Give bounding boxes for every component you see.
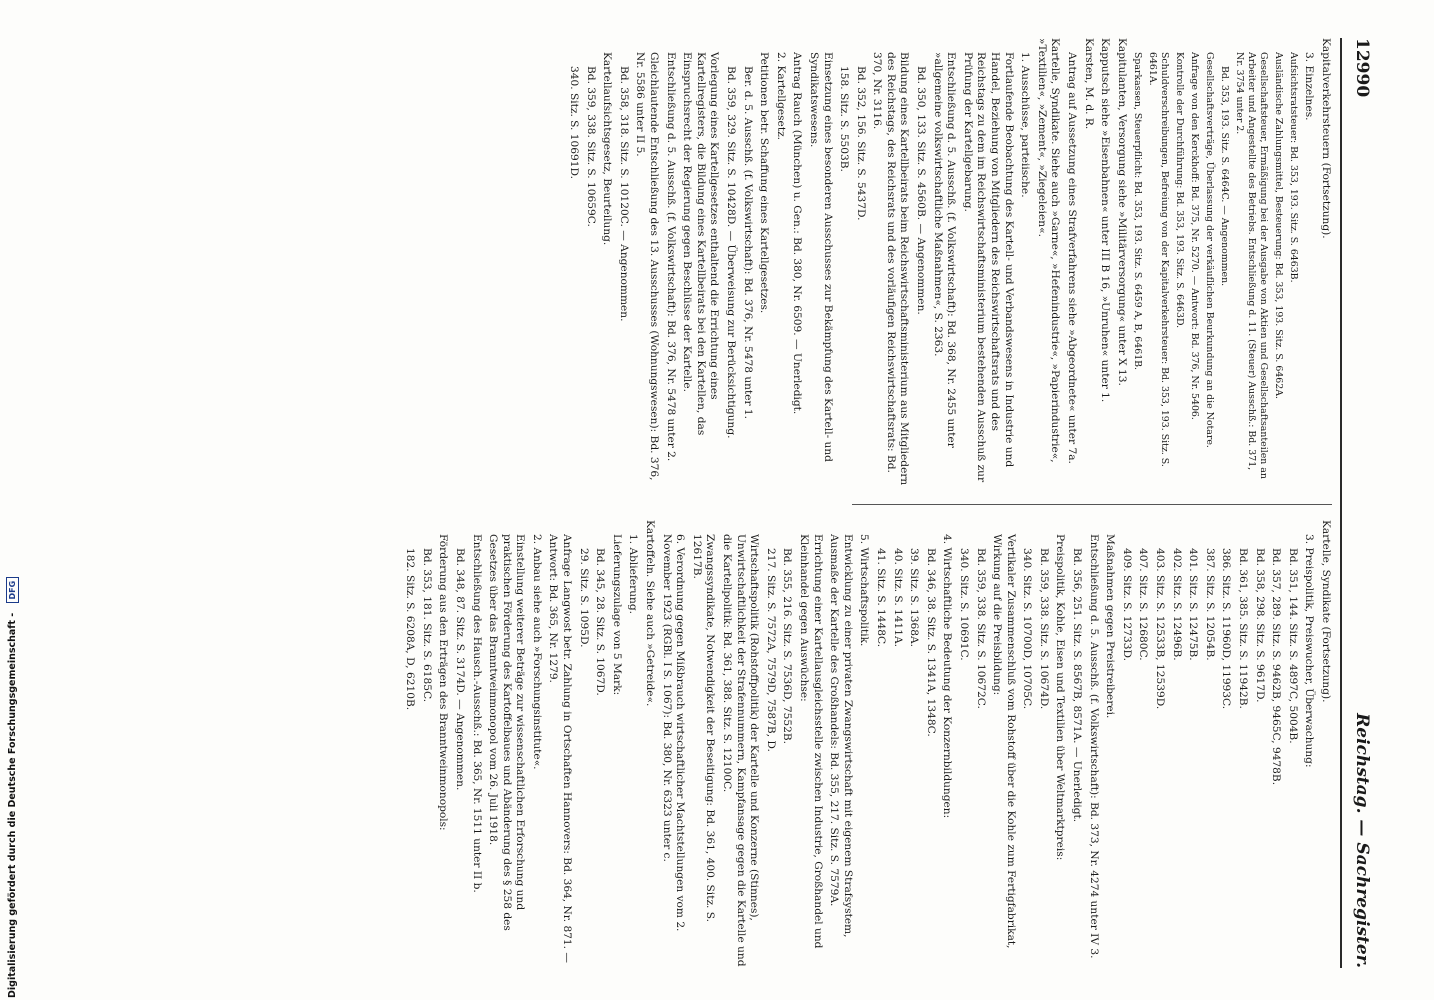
index-entry: Förderung aus den Erträgen des Branntweinmonopols: [437,534,450,831]
index-entry: Aufsichtsratsteuer: Bd. 353, 193. Sitz. S. 6463B. [1287,52,1299,283]
right-column [400,520,1332,968]
index-entry: Bd. 359, 338. Sitz. S. 10672C. [974,548,987,709]
running-title: Reichstag. — Sachregister. [1352,713,1372,968]
index-entry: Sparkassen, Steuerpflicht: Bd. 353, 193. Sitz. S. 6459 A, B, 6461B. [1131,52,1143,371]
index-entry: Entwicklung zu einer privaten Zwangswirtschaft mit eigenem Strafsystem, Ausmaße der Kartelle des Großhandels: Bd. 355, 217. Sitz. S. 7579A. [828,534,854,938]
index-entry: 403. Sitz. S. 12533B, 12539D. [1154,548,1167,710]
index-entry: 2. Kartellgesetz. [774,52,787,141]
running-head [1346,38,1372,968]
index-entry: Gesellschaftsverträge, Überlassung der verkäuflichen Beurkundung an die Notare. [1203,52,1215,448]
index-entry: Bd. 355, 216. Sitz. S. 7536D, 7552B. [781,548,794,744]
index-entry: Bd. 361, 385. Sitz. S. 11942B. [1237,548,1250,709]
index-entry: 1. Ausschüsse, parteiische. [1019,52,1032,198]
index-entry: Kapitalverkehrsteuern (Fortsetzung). [1320,38,1332,239]
index-entry: Bd. 353, 193. Sitz. S. 6464C. — Angenommen. [1218,66,1230,287]
dfg-logo: DFG [6,577,19,604]
index-entry: 3. Einzelnes. [1303,52,1316,121]
index-entry: 3. Preispolitik, Preiswucher, Überwachung: [1303,534,1316,768]
index-entry: Anfrage Langwost betr. Zahlung in Ortschaften Hannovers: Bd. 364, Nr. 871. — Antwort: Bd. 365, Nr. 1279. [547,534,574,963]
index-entry: Petitionen betr. Schaffung eines Kartellgesetzes. [758,52,771,314]
index-entry: Bd. 357, 289. Sitz. S. 9462B, 9465C, 9478B. [1270,548,1283,786]
index-entry: 182. Sitz. S. 6208A, D, 6210B. [404,548,417,711]
index-entry: Einstellung weiterer Beträge zur wissenschaftlichen Erforschung und praktischen Förderung des Kartoffelbaues und Abänderung des § 258 des Gesetzes über das Branntweinmonopol vom 26. Juli 1918. [487,534,527,931]
index-entry: Gesellschaftsteuer, Ermäßigung bei der Ausgabe von Aktien und Gesellschaftsanteilen an Arbeiter und Angestellte des Betriebs. Entschließung d. 11. (Steuer) Ausschß.: Bd. 371, Nr. 3754 unter 2. [1233,52,1269,479]
page-number: 12990 [1352,38,1372,98]
index-entry: Schuldverschreibungen, Befreiung von der Kapitalverkehrsteuer: Bd. 353, 193. Sitz. S. 6461A. [1146,52,1170,467]
index-entry: Einsetzung eines besonderen Ausschusses zur Bekämpfung des Kartell- und Syndikatswesens. [807,52,834,462]
index-entry: Zwangssyndikate, Notwendigkeit der Beseitigung: Bd. 361, 400. Sitz. S. 12617B. [690,534,717,923]
index-entry: 4. Wirtschaftliche Bedeutung der Konzernbildungen: [941,534,954,819]
index-entry: Preispolitik, Kohle, Eisen und Textilien über Weltmarktpreis: [1054,534,1067,861]
index-entry: Antrag Rauch (München) u. Gen.: Bd. 380, Nr. 6509. — Unerledigt. [791,52,804,415]
index-entry: Karsten, M. d. R. [1082,38,1095,130]
index-entry: 340. Sitz. S. 10691C. [957,548,970,661]
index-entry: 401. Sitz. S. 12475B. [1187,548,1200,661]
index-entry: 40. Sitz. S. 1411A. [891,548,904,648]
index-entry: Lieferungszulage von 5 Mark: [610,534,623,696]
left-column [563,38,1332,486]
index-entry: 407. Sitz. S. 12680C. [1137,548,1150,661]
index-entry: 402. Sitz. S. 12496B. [1170,548,1183,661]
index-entry: Bd. 352, 156. Sitz. S. 5437D. [854,66,867,221]
index-entry: Bd. 351, 144. Sitz. S. 4897C, 5004B. [1286,548,1299,744]
index-entry: Bd. 358, 318. Sitz. S. 10120C. — Angenommen. [617,66,630,322]
index-entry: 217. Sitz. S. 7572A, 7579D, 7587B, D. [764,548,777,752]
index-entry: Bd. 353, 181. Sitz. S. 6185C. [420,548,433,703]
index-entry: Wirtschaftspolitik (Rohstoffpolitik) der Kartelle und Konzerne (Stinnes), Unwirtschaftlichkeit der Strafennummern, Kampfansage gegen die Kartelle und die Kartellpolitik: Bd. 361, 388. Sitz. S. 12100C. [721,534,761,967]
index-entry: 5. Wirtschaftspolitik. [858,534,871,647]
index-entry: Errichtung einer Kartellausgleichsstelle zwischen Industrie, Großhandel und Kleinhandel gegen Auswüchse: [798,534,824,949]
index-entry: 2. Anbau siehe auch »Forschungsinstitute«. [530,534,543,770]
index-entry: 29. Sitz. S. 1095D. [577,548,590,648]
index-entry: Bd. 346, 38. Sitz. S. 1341A, 1348C. [924,548,937,737]
index-entry: Kartelle, Syndikate. Siehe auch »Garne«, »Hefenindustrie«, »Papierindustrie«, »Textilien«, »Zement«, »Ziegeleien«. [1035,38,1062,463]
index-entry: Ber. d. 5. Ausschß. (f. Volkswirtschaft): Bd. 376, Nr. 5478 unter 1. [741,66,754,420]
index-entry: Antrag auf Aussetzung eines Strafverfahrens siehe »Abgeordnete« unter 7a. [1066,52,1079,464]
digitization-credit [6,8,22,998]
rotated-page [42,38,1372,968]
index-entry: Kapitulanten, Versorgung siehe »Militärversorgung« unter X 13. [1115,38,1128,386]
index-entry: Kapputsch siehe »Eisenbahnen« unter III B 16, »Unruhen« unter 1. [1099,38,1112,403]
index-entry: 340. Sitz. S. 10691D. [568,66,581,179]
index-entry: 340. Sitz. S. 10700D, 10705C. [1021,548,1034,710]
index-entry: Bd. 350, 133. Sitz. S. 4560B. — Angenommen. [915,66,928,315]
index-entry: Vertikaler Zusammenschluß vom Rohstoff über die Kohle zum Fertigfabrikat, Wirkung auf die Preisbildung: [991,534,1017,949]
index-entry: 1. Ablieferung. [627,534,640,615]
index-entry: Gleichlautende Entschließung des 13. Ausschusses (Wohnungswesen): Bd. 376, Nr. 5586 unter II 5. [634,52,660,481]
index-entry: 387. Sitz. S. 12054B. [1203,548,1216,661]
index-entry: Entschließung d. 5. Ausschß. (f. Volkswirtschaft): Bd. 368, Nr. 2455 unter »allgemeine volkswirtschaftliche Maßnahmen«, S. 2363. [931,52,958,448]
index-entry: Bd. 345, 28. Sitz. S. 1067D. [594,548,607,696]
index-entry: Bd. 359, 329. Sitz. S. 10428D. — Überweisung zur Berücksichtigung. [724,66,737,439]
index-entry: Bd. 359, 338. Sitz. S. 10659C. [584,66,597,227]
index-entry: 158. Sitz. S. 5503B. [838,66,851,172]
index-entry: 6. Verordnung gegen Mißbrauch wirtschaftlicher Machtstellungen vom 2. November 1923 (RGBl. I S. 1067): Bd. 380, Nr. 6323 unter c. [660,534,687,932]
index-entry: Kartoffeln. Siehe auch »Getreide«. [644,520,657,707]
index-entry: Ausländische Zahlungsmittel, Besteuerung: Bd. 353, 193. Sitz. S. 6462A. [1272,52,1284,399]
header-rule [1340,38,1342,968]
index-entry: Anfrage von den Kerckhoff: Bd. 375, Nr. 5270. — Antwort: Bd. 376, Nr. 5406. [1188,52,1200,420]
index-entry: Bd. 359, 338. Sitz. S. 10674D. [1037,548,1050,710]
index-entry: Fortlaufende Beobachtung des Kartell- und Verbandswesens in Industrie und Handel, Beziehung von Mitgliedern des Reichswirtschaftsrats und des Reichstags zu dem im Reichswirtschaftsministerium bestehenden Ausschuß zur Prüfung der Kartellgebarung. [961,52,1015,483]
credit-text: Digitalisierung gefördert durch die Deutsche Forschungsgemeinschaft - [7,612,18,998]
column-divider [852,504,1332,505]
index-entry: Vorlegung eines Kartellgesetzes enthaltend die Errichtung eines Kartellregisters, die Bildung eines Kartellbeirats bei den Kartellen, das Einspruchsrecht der Regierung gegen Beschlüsse der Kartelle. [681,52,721,436]
index-entry: Bd. 356, 251. Sitz. S. 8567B, 8571A. — Unerledigt. [1071,548,1084,823]
index-entry: Kontrolle der Durchführung: Bd. 353, 193. Sitz. S. 6463D. [1173,52,1185,329]
index-entry: Kartelle, Syndikate (Fortsetzung). [1320,520,1332,703]
index-entry: Maßnahmen gegen Preistreiberei. [1104,534,1117,719]
index-entry: Kartellaufsichtsgesetz, Beurteilung. [601,52,614,246]
index-entry: 39. Sitz. S. 1368A. [908,548,921,648]
index-entry: 386. Sitz. S. 11960D, 11993C. [1220,548,1233,710]
index-entry: Bd. 348, 87. Sitz. S. 3174D. — Angenommen. [453,548,466,791]
index-entry: Bd. 358, 298. Sitz. S. 9617D. [1253,548,1266,703]
index-entry: 41. Sitz. S. 1448C. [874,548,887,648]
index-entry: 409. Sitz. S. 12733D. [1120,548,1133,661]
index-entry: Entschließung d. 5. Ausschß. (f. Volkswirtschaft): Bd. 373, Nr. 4274 unter IV 3. [1087,534,1100,959]
index-entry: Bildung eines Kartellbeirats beim Reichswirtschaftsministerium aus Mitgliedern des Reichstags, des Reichsrats und des vorläufigen Reichswirtschaftsrats: Bd. 370, Nr. 3116. [871,52,911,486]
index-entry: Entschließung d. 5. Ausschß. (f. Volkswirtschaft): Bd. 376, Nr. 5478 unter 2. [664,52,677,462]
index-entry: Entschließung des Hausch.-Ausschß.: Bd. 365, Nr. 1511 unter II b. [470,534,483,893]
